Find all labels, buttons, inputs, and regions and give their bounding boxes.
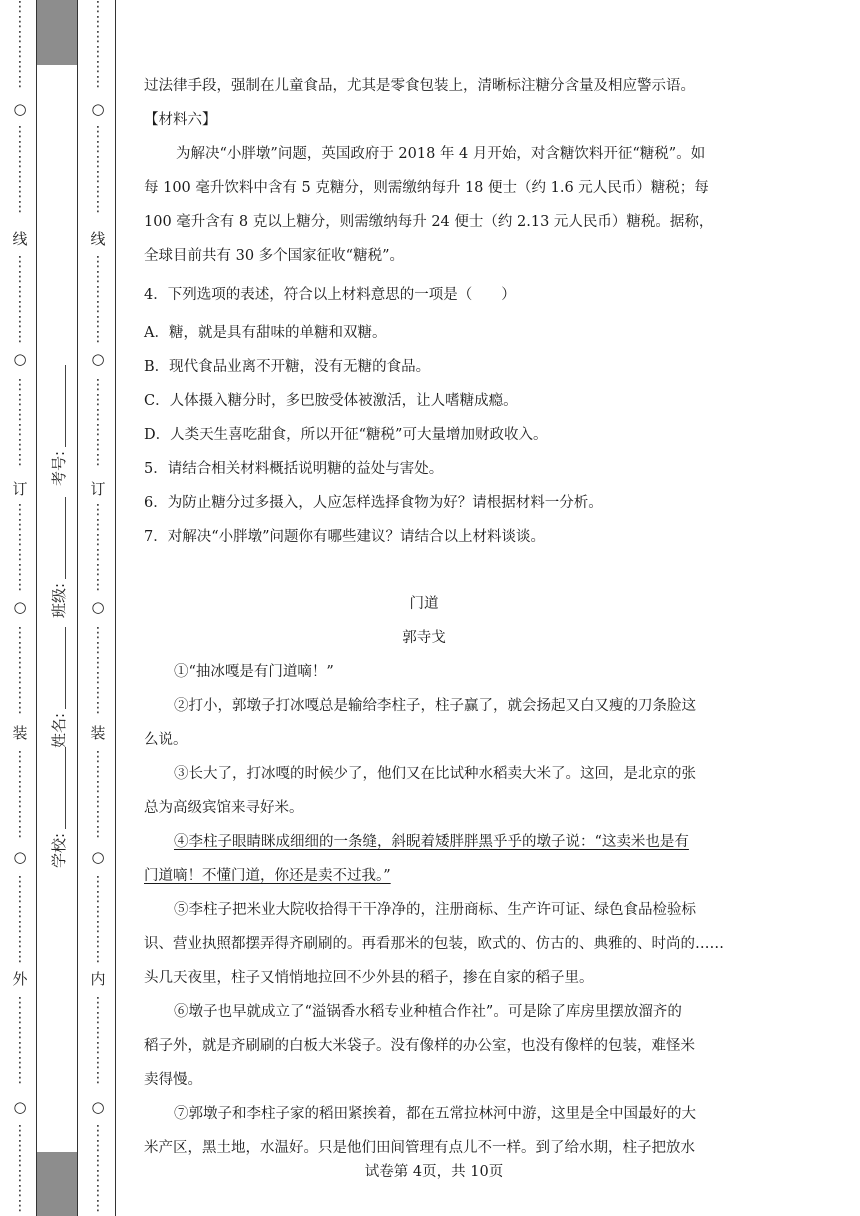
essay-line: 么说。 [144,732,188,748]
essay-line: ⑥墩子也早就成立了“溢锅香水稻专业种植合作社”。可是除了库房里摆放溜齐的 [174,1004,682,1020]
outer-mark-ding: 订 [12,480,28,498]
margin-rule-right [115,0,116,1216]
dot-run: ⋮ ⋮ ⋮ ⋮ ⋮ ⋮ [13,625,27,716]
class-label: 班级: [50,582,68,618]
dot-run: ⋮ ⋮ ⋮ ⋮ ⋮ ⋮ [13,124,27,215]
dot-run: ⋮ ⋮ ⋮ ⋮ ⋮ ⋮ [13,995,27,1086]
essay-line: 头几天夜里，柱子又悄悄地拉回不少外县的稻子，掺在自家的稻子里。 [144,970,594,986]
dot-run: ⋮ ⋮ ⋮ ⋮ ⋮ ⋮ [91,502,105,593]
circle-mark: ○ [91,1098,105,1116]
name-label: 姓名: [50,712,68,748]
class-blank[interactable] [65,497,66,579]
dot-run: ⋮ ⋮ ⋮ ⋮ ⋮ ⋮ [91,254,105,345]
dot-run: ⋮ ⋮ ⋮ ⋮ ⋮ ⋮ [13,0,27,90]
circle-mark: ○ [13,100,27,118]
option-a: A．糖，就是具有甜味的单糖和双糖。 [144,325,387,341]
school-label: 学校: [50,832,68,868]
circle-mark: ○ [13,598,27,616]
essay-line-underlined: ④李柱子眼睛眯成细细的一条缝，斜睨着矮胖胖黑乎乎的墩子说：“这卖米也是有 [174,834,689,850]
essay-line: 稻子外，就是齐刷刷的白板大米袋子。没有像样的办公室，也没有像样的包装，难怪米 [144,1038,695,1054]
dot-run: ⋮ ⋮ ⋮ ⋮ ⋮ ⋮ [91,749,105,840]
dot-run: ⋮ ⋮ ⋮ ⋮ ⋮ ⋮ [91,0,105,90]
essay-author: 郭寺戈 [402,630,446,646]
material-heading: 【材料六】 [144,112,217,128]
exam-number-blank[interactable] [65,365,66,447]
essay-line: 米产区，黑土地，水温好。只是他们田间管理有点儿不一样。到了给水期，柱子把放水 [144,1140,695,1156]
paragraph-line: 为解决“小胖墩”问题，英国政府于 2018 年 4 月开始，对含糖饮料开征“糖税”。如 [176,146,706,162]
option-d: D．人类天生喜吃甜食，所以开征“糖税”可大量增加财政收入。 [144,427,548,443]
dot-run: ⋮ ⋮ ⋮ ⋮ ⋮ ⋮ [13,874,27,965]
paragraph-line: 100 毫升含有 8 克以上糖分，则需缴纳每升 24 便士（约 2.13 元人民币）糖税。据称， [144,214,714,230]
school-field[interactable] [48,747,69,868]
essay-line: ①“抽冰嘎是有门道嘀！” [174,664,334,680]
school-blank[interactable] [65,747,66,829]
paragraph-line: 每 100 毫升饮料中含有 5 克糖分，则需缴纳每升 18 便士（约 1.6 元人民币）糖税；每 [144,180,709,196]
essay-line: 卖得慢。 [144,1072,202,1088]
circle-mark: ○ [91,848,105,866]
essay-line: ⑦郭墩子和李柱子家的稻田紧挨着，都在五常拉林河中游，这里是全中国最好的大 [174,1106,696,1122]
margin-gray-block-bottom [37,1152,77,1216]
margin-gray-block-top [37,0,77,65]
inner-mark-nei: 内 [90,970,106,988]
margin-rule-middle [77,0,78,1216]
inner-mark-zhuang: 装 [90,724,106,742]
name-blank[interactable] [65,627,66,709]
question-6: 6．为防止糖分过多摄入，人应怎样选择食物为好？请根据材料一分析。 [144,495,603,511]
dot-run: ⋮ ⋮ ⋮ ⋮ ⋮ ⋮ [13,749,27,840]
essay-title: 门道 [409,596,439,612]
dot-run: ⋮ ⋮ ⋮ ⋮ ⋮ ⋮ [91,1123,105,1214]
circle-mark: ○ [91,350,105,368]
paragraph-line: 全球目前共有 30 多个国家征收“糖税”。 [144,248,404,264]
question-7: 7．对解决“小胖墩”问题你有哪些建议？请结合以上材料谈谈。 [144,529,546,545]
outer-dotted-column [12,0,28,1216]
exam-number-label: 考号: [50,450,68,486]
dot-run: ⋮ ⋮ ⋮ ⋮ ⋮ ⋮ [91,124,105,215]
page-footer: 试卷第 4页，共 10页 [364,1164,504,1180]
dot-run: ⋮ ⋮ ⋮ ⋮ ⋮ ⋮ [91,995,105,1086]
dot-run: ⋮ ⋮ ⋮ ⋮ ⋮ ⋮ [13,377,27,468]
circle-mark: ○ [13,848,27,866]
essay-line: 总为高级宾馆来寻好米。 [144,800,304,816]
circle-mark: ○ [91,598,105,616]
essay-line: ⑤李柱子把米业大院收拾得干干净净的，注册商标、生产许可证、绿色食品检验标 [174,902,696,918]
essay-line: ②打小，郭墩子打冰嘎总是输给李柱子，柱子赢了，就会扬起又白又瘦的刀条脸这 [174,698,696,714]
circle-mark: ○ [13,1098,27,1116]
circle-mark: ○ [13,350,27,368]
paragraph-line: 过法律手段，强制在儿童食品，尤其是零食包装上，清晰标注糖分含量及相应警示语。 [144,78,695,94]
exam-number-field[interactable] [48,365,69,486]
outer-mark-xian: 线 [12,230,28,248]
essay-line-underlined: 门道嘀！不懂门道，你还是卖不过我。” [144,868,391,884]
question-4: 4．下列选项的表述，符合以上材料意思的一项是（ ） [144,287,516,303]
outer-mark-zhuang: 装 [12,724,28,742]
dot-run: ⋮ ⋮ ⋮ ⋮ ⋮ ⋮ [13,502,27,593]
question-5: 5．请结合相关材料概括说明糖的益处与害处。 [144,461,444,477]
name-field[interactable] [48,627,69,748]
dot-run: ⋮ ⋮ ⋮ ⋮ ⋮ ⋮ [13,1123,27,1214]
dot-run: ⋮ ⋮ ⋮ ⋮ ⋮ ⋮ [91,625,105,716]
option-c: C．人体摄入糖分时，多巴胺受体被激活，让人嗜糖成瘾。 [144,393,518,409]
dot-run: ⋮ ⋮ ⋮ ⋮ ⋮ ⋮ [13,254,27,345]
essay-line: ③长大了，打冰嘎的时候少了，他们又在比试种水稻卖大米了。这回，是北京的张 [174,766,696,782]
inner-mark-ding: 订 [90,480,106,498]
binding-margin [0,0,116,1216]
essay-line: 识、营业执照都摆弄得齐刷刷的。再看那米的包装，欧式的、仿古的、典雅的、时尚的…… [144,936,724,952]
circle-mark: ○ [91,100,105,118]
outer-mark-wai: 外 [12,970,28,988]
dot-run: ⋮ ⋮ ⋮ ⋮ ⋮ ⋮ [91,377,105,468]
dot-run: ⋮ ⋮ ⋮ ⋮ ⋮ ⋮ [91,874,105,965]
class-field[interactable] [48,497,69,618]
option-b: B．现代食品业离不开糖，没有无糖的食品。 [144,359,431,375]
inner-mark-xian: 线 [90,230,106,248]
inner-dotted-column [90,0,106,1216]
